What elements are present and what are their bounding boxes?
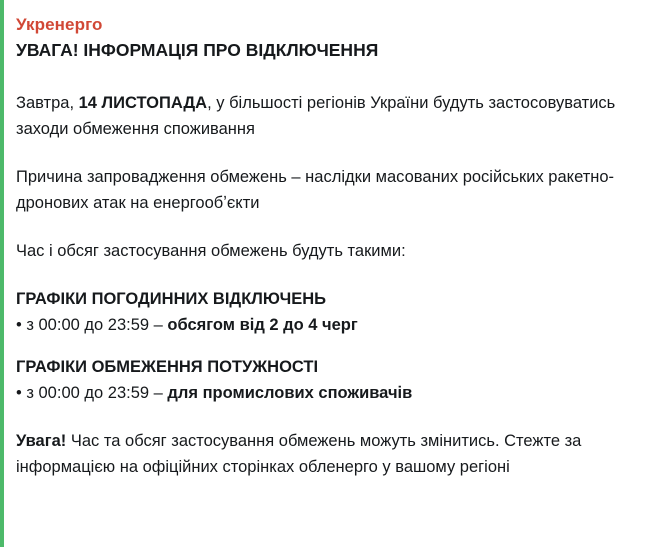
paragraph-announcement-date: 14 ЛИСТОПАДА [78, 94, 208, 112]
paragraph-announcement-pre: Завтра, [16, 94, 79, 112]
bullet-power-limits-bold: для промислових споживачів [167, 384, 413, 402]
message-accent-bar [0, 0, 4, 547]
bullet-power-limits-pre: • з 00:00 до 23:59 – [16, 384, 168, 402]
section-title-power-limits: ГРАФІКИ ОБМЕЖЕННЯ ПОТУЖНОСТІ [16, 358, 319, 376]
bullet-hourly-outages-bold: обсягом від 2 до 4 черг [167, 316, 358, 334]
bullet-hourly-outages [16, 312, 629, 338]
spacer [16, 68, 629, 90]
spacer [16, 406, 629, 428]
section-title-hourly-outages: ГРАФІКИ ПОГОДИННИХ ВІДКЛЮЧЕНЬ [16, 290, 327, 308]
paragraph-footer-notice [16, 428, 629, 480]
bullet-hourly-outages-pre: • з 00:00 до 23:59 – [16, 316, 168, 334]
paragraph-announcement-post: , у більшості регіонів України будуть застосовуватись заходи обмеження споживання [16, 94, 616, 138]
spacer [16, 142, 629, 164]
spacer [16, 338, 629, 354]
paragraph-reason: Причина запровадження обмежень – наслідки масованих російських ракетно-дронових атак на енергообʼєкти [16, 168, 615, 212]
footer-attention-label: Увага! [16, 432, 67, 450]
spacer [16, 264, 629, 286]
footer-notice-text: Час та обсяг застосування обмежень можуть змінитись. Стежте за інформацією на офіційних сторінках обленерго у вашому регіоні [16, 432, 582, 476]
channel-name: Укренерго [16, 15, 103, 34]
paragraph-announcement [16, 90, 629, 142]
message-headline: УВАГА! ІНФОРМАЦІЯ ПРО ВІДКЛЮЧЕННЯ [16, 40, 379, 60]
bullet-power-limits [16, 380, 629, 406]
paragraph-intro-schedule: Час і обсяг застосування обмежень будуть такими: [16, 242, 406, 260]
spacer [16, 216, 629, 238]
